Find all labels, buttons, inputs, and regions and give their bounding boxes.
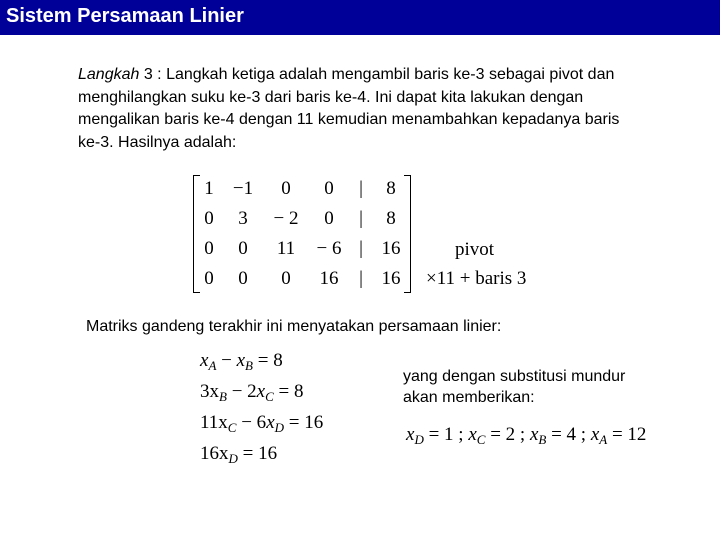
solution-subscript: A: [599, 432, 608, 447]
matrix-cell: − 6: [316, 238, 342, 259]
solution-value: = 1: [423, 424, 454, 445]
matrix-cell: 16: [319, 268, 339, 289]
matrix-cell: 0: [324, 208, 334, 229]
solution-subscript: B: [538, 432, 547, 447]
equation-term: 3x: [200, 381, 219, 402]
solution-value: = 2: [485, 424, 516, 445]
equation-operator: − 6: [236, 412, 267, 433]
matrix-cell: 0: [204, 208, 214, 229]
matrix-cell: 16: [381, 268, 401, 289]
matrix-separator: |: [359, 238, 363, 259]
matrix-separator: |: [359, 268, 363, 289]
intro-label: Langkah: [78, 66, 140, 83]
equation-rhs: = 16: [237, 443, 278, 464]
row-operation-annotation: ×11 + baris 3: [426, 268, 527, 289]
equation-row: [200, 350, 283, 374]
matrix-cell: 0: [204, 238, 214, 259]
equation-row: [200, 443, 277, 467]
equation-subscript: A: [208, 358, 217, 373]
solution-value: = 12: [607, 424, 647, 445]
solution-subscript: D: [414, 432, 424, 447]
pivot-annotation: pivot: [455, 239, 495, 260]
matrix-cell: 0: [281, 268, 291, 289]
equation-rhs: = 8: [273, 381, 304, 402]
solution-value: = 4: [546, 424, 577, 445]
equation-term: x: [236, 350, 246, 371]
equation-term: x: [200, 350, 209, 371]
matrix-cell: 8: [386, 178, 396, 199]
equation-subscript: B: [219, 389, 227, 404]
matrix-separator: |: [359, 208, 363, 229]
equation-row: [200, 381, 304, 405]
title-bar: [0, 0, 720, 35]
equation-subscript: D: [228, 451, 238, 466]
matrix-cell: 0: [238, 268, 248, 289]
equation-rhs: = 16: [284, 412, 324, 433]
solution-variable: x: [529, 424, 539, 445]
equation-operator: −: [216, 350, 237, 371]
solution-subscript: C: [476, 432, 486, 447]
equation-subscript: C: [265, 389, 274, 404]
intro-text: 3 : Langkah ketiga adalah mengambil baris ke-3 sebagai pivot dan menghilangkan suku ke-3 dari baris ke-4. Ini dapat kita lakukan dengan mengalikan baris ke-4 dengan 11 kemudian menambahkan kepadanya baris ke-3. Hasilnya adalah:: [78, 66, 620, 151]
solution-separator: ;: [576, 424, 591, 445]
substitution-text: yang dengan substitusi mundur akan memberikan:: [403, 368, 626, 406]
matrix-cell: 0: [238, 238, 248, 259]
matrix-cell: −1: [232, 178, 254, 199]
solution-variable: x: [406, 424, 415, 445]
matrix-cell: 8: [386, 208, 396, 229]
equation-term: 11x: [200, 412, 228, 433]
equation-subscript: C: [227, 420, 237, 435]
matrix-cell: 0: [204, 268, 214, 289]
statement-text: Matriks gandeng terakhir ini menyatakan persamaan linier:: [86, 318, 502, 335]
equation-subscript: D: [274, 420, 285, 435]
matrix-separator: |: [359, 178, 363, 199]
page-title: Sistem Persamaan Linier: [6, 5, 244, 27]
matrix-cell: − 2: [273, 208, 299, 229]
intro-paragraph: [78, 64, 638, 154]
matrix-cell: 1: [204, 178, 214, 199]
matrix-cell: 0: [324, 178, 334, 199]
solution-row: [406, 424, 646, 448]
solution-variable: x: [590, 424, 600, 445]
matrix-cell: 11: [276, 238, 296, 259]
solution-variable: x: [468, 424, 477, 445]
equation-rhs: = 8: [253, 350, 283, 371]
equation-operator: − 2: [226, 381, 257, 402]
equation-term: x: [256, 381, 266, 402]
equation-row: [200, 412, 323, 436]
matrix-cell: 0: [281, 178, 291, 199]
equation-term: x: [266, 412, 275, 433]
equation-term: 16x: [200, 443, 229, 464]
matrix-cell: 3: [238, 208, 248, 229]
solution-separator: ;: [453, 424, 469, 445]
augmented-matrix: [193, 175, 411, 293]
equation-subscript: B: [245, 358, 253, 373]
matrix-cell: 16: [381, 238, 401, 259]
solution-separator: ;: [515, 424, 530, 445]
